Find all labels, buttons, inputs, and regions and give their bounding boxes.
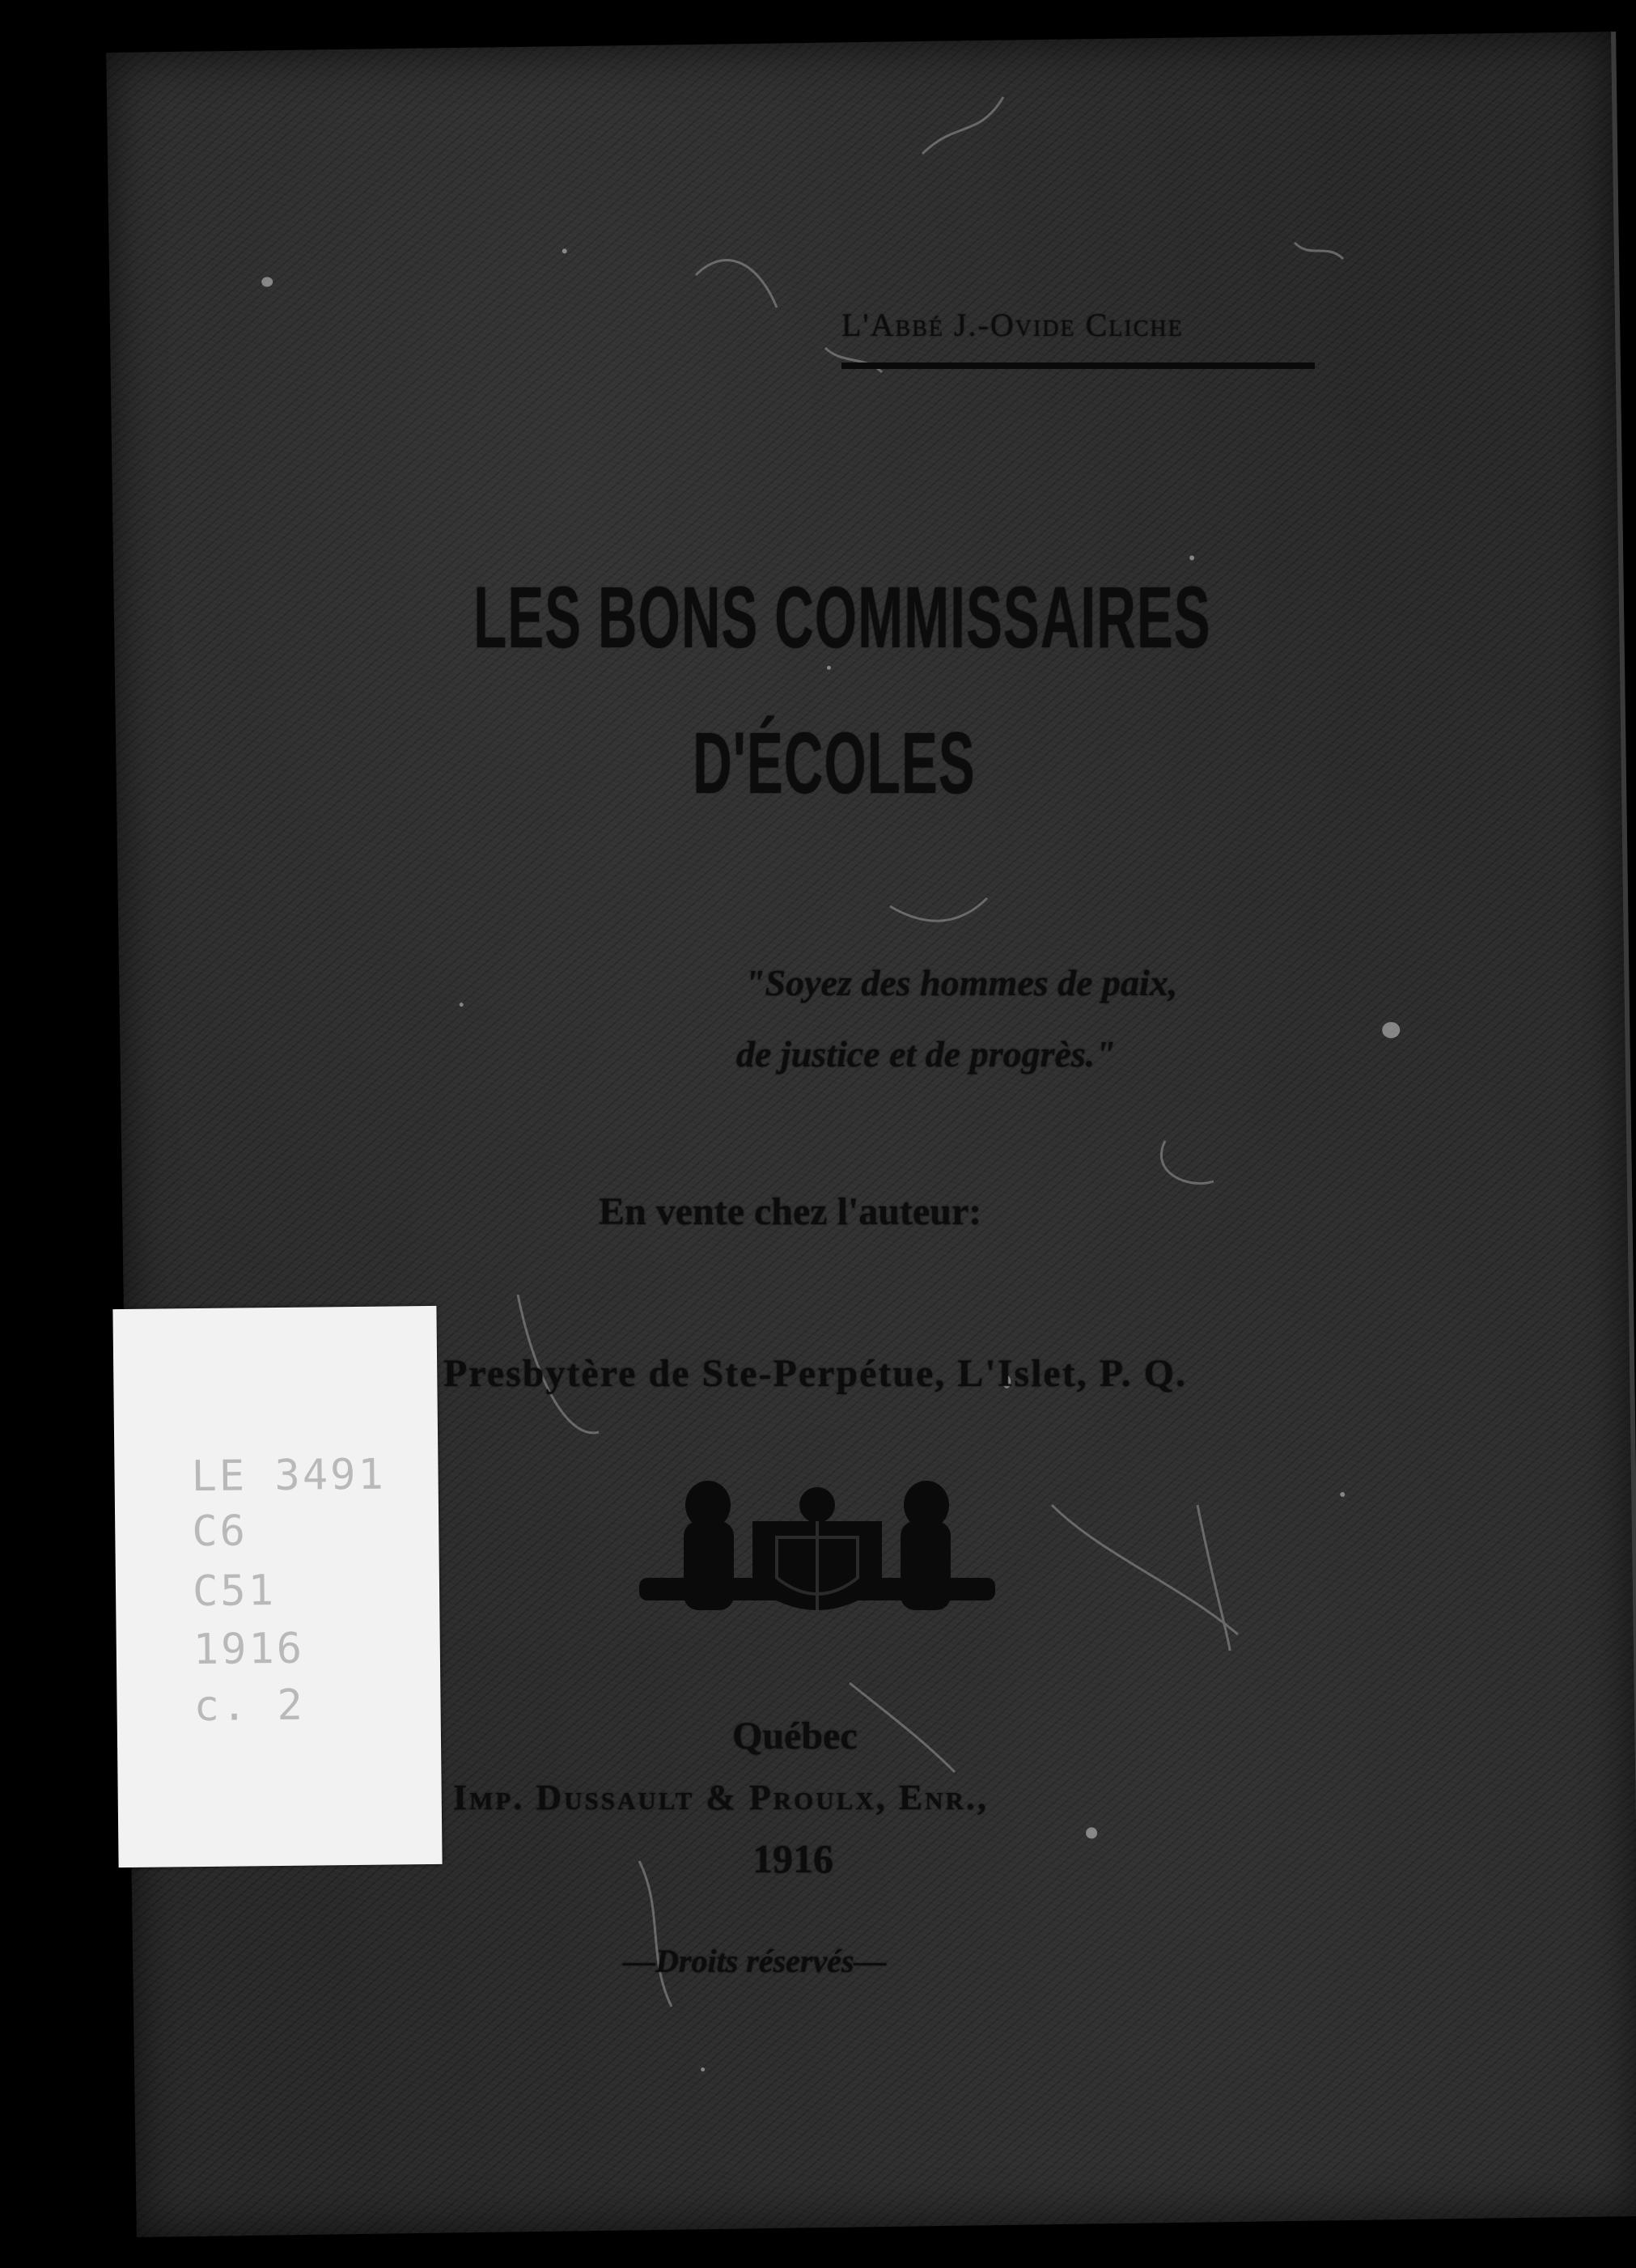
motto-line2: de justice et de progrès." [736, 1033, 1116, 1075]
book-title-line1: LES BONS COMMISSAIRES [473, 568, 1211, 666]
call-number-line: C6 [191, 1507, 248, 1557]
author-address: Presbytère de Ste-Perpétue, L'Islet, P. Q. [443, 1352, 1187, 1395]
author-underline [841, 362, 1315, 369]
heraldic-emblem-icon [639, 1473, 995, 1634]
call-number-line: LE 3491 [191, 1450, 387, 1502]
paper-speck [261, 277, 273, 286]
paper-speck [1340, 1492, 1345, 1497]
printer-name: Imp. Dussault & Proulx, Enr., [453, 1778, 989, 1817]
motto-line1: "Soyez des hommes de paix, [744, 962, 1178, 1003]
book-title-line2: D'ÉCOLES [693, 714, 976, 812]
publication-year: 1916 [752, 1836, 833, 1881]
publication-city: Québec [732, 1715, 858, 1757]
library-call-number-label [112, 1306, 442, 1867]
paper-speck [1189, 555, 1194, 560]
paper-speck [1382, 1022, 1400, 1038]
rights-notice: —Droits réservés— [623, 1943, 887, 1979]
author-name: L'Abbé J.-Ovide Cliche [841, 307, 1184, 343]
call-number-line: C51 [192, 1566, 277, 1617]
paper-speck [1086, 1827, 1097, 1838]
paper-speck [562, 248, 567, 253]
call-number-line: c. 2 [193, 1681, 306, 1732]
call-number-line: 1916 [193, 1624, 305, 1675]
sale-notice: En vente chez l'auteur: [599, 1190, 982, 1233]
paper-speck [460, 1003, 464, 1007]
paper-speck [701, 2067, 705, 2071]
